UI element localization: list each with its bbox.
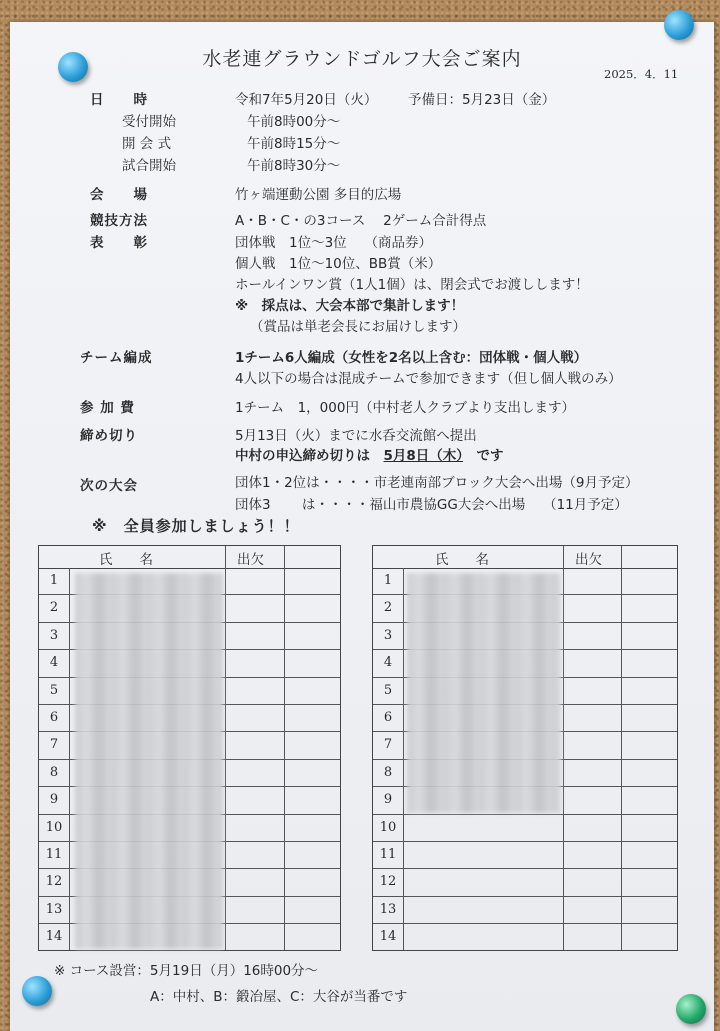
- venue-value: 竹ヶ端運動公園 多目的広場: [235, 187, 402, 203]
- schedule-date: 令和7年5月20日（火）: [235, 92, 378, 108]
- row-number: 10: [379, 819, 397, 835]
- call-to-participate: ※ 全員参加しましょう！！: [92, 517, 300, 535]
- row-number: 6: [383, 710, 393, 725]
- attendance-header: 出欠: [237, 552, 264, 568]
- row-number: 11: [379, 847, 397, 862]
- fee-value: 1チーム 1，000円（中村老人クラブより支出します）: [235, 400, 575, 416]
- awards-individual: 個人戦 1位～10位、BB賞（米）: [235, 256, 442, 272]
- row-number: 3: [383, 627, 393, 643]
- redacted-names: [407, 573, 561, 813]
- team-label: チーム編成: [80, 350, 153, 366]
- venue-label: 会 場: [90, 187, 148, 203]
- notice-paper: [10, 22, 714, 1031]
- method-label: 競技方法: [90, 213, 148, 229]
- row-number: 1: [383, 573, 393, 588]
- row-number: 2: [383, 600, 393, 616]
- reception-time: 午前8時00分～: [247, 114, 341, 130]
- table-row: [373, 842, 677, 869]
- next-line-2: 団体3 は・・・・福山市農協GG大会へ出場 （11月予定）: [235, 497, 628, 513]
- row-number: 9: [383, 792, 393, 808]
- schedule-label: 日 時: [90, 92, 148, 108]
- row-number: 2: [49, 600, 59, 616]
- table-header: [373, 546, 677, 569]
- redacted-names: [75, 573, 223, 949]
- row-number: 4: [49, 655, 59, 671]
- attendance-table-right: [372, 545, 678, 951]
- pushpin-icon: [22, 976, 52, 1006]
- row-number: 6: [49, 710, 59, 725]
- attendance-table-left: [38, 545, 341, 951]
- awards-hole-in-one: ホールインワン賞（1人1個）は、閉会式でお渡しします！: [235, 277, 589, 293]
- method-value: A・B・C・の3コース 2ゲーム合計得点: [235, 213, 487, 229]
- match-start-label: 試合開始: [122, 158, 176, 174]
- name-header: 氏 名: [99, 552, 153, 568]
- row-number: 14: [45, 929, 63, 945]
- row-number: 4: [383, 655, 393, 671]
- row-number: 11: [45, 847, 63, 862]
- table-row: [373, 897, 677, 924]
- row-number: 14: [379, 929, 397, 945]
- match-start-time: 午前8時30分～: [247, 158, 341, 174]
- deadline-label: 締め切り: [80, 428, 138, 444]
- schedule-reserve-day: 予備日：5月23日（金）: [408, 92, 556, 108]
- reception-label: 受付開始: [122, 114, 176, 130]
- attendance-header: 出欠: [575, 552, 602, 568]
- row-number: 7: [49, 737, 59, 753]
- pushpin-icon: [58, 52, 88, 82]
- row-number: 12: [379, 874, 397, 890]
- next-label: 次の大会: [80, 478, 138, 494]
- row-number: 1: [49, 573, 59, 588]
- table-row: [373, 815, 677, 842]
- nakamura-deadline-date: 5月8日（木）: [383, 448, 464, 464]
- notice-title: 水老連グラウンドゴルフ大会ご案内: [202, 48, 522, 70]
- row-number: 12: [45, 874, 63, 890]
- team-value: 1チーム6人編成（女性を2名以上含む：団体戦・個人戦）: [235, 350, 588, 366]
- pushpin-icon: [664, 10, 694, 40]
- row-number: 13: [45, 901, 63, 917]
- table-row: [373, 924, 677, 951]
- row-number: 8: [49, 764, 59, 780]
- fee-label: 参 加 費: [80, 400, 135, 416]
- next-line-1: 団体1・2位は・・・・市老連南部ブロック大会へ出場（9月予定）: [235, 475, 639, 491]
- awards-label: 表 彰: [90, 235, 148, 251]
- row-number: 10: [45, 819, 63, 835]
- issue-date: 2025．4．11: [604, 67, 679, 81]
- row-number: 5: [49, 682, 59, 698]
- row-number: 5: [383, 682, 393, 698]
- table-row: [373, 869, 677, 896]
- footer-duty: A：中村、B：鍛冶屋、C：大谷が当番です: [150, 989, 408, 1005]
- nakamura-deadline-prefix: 中村の申込締め切りは: [235, 448, 384, 464]
- ceremony-label: 開 会 式: [122, 136, 172, 152]
- pushpin-icon: [676, 994, 706, 1024]
- table-header: [39, 546, 340, 569]
- deadline-value: 5月13日（火）までに水呑交流館へ提出: [235, 428, 477, 444]
- awards-team: 団体戦 1位～3位 （商品券）: [235, 235, 432, 251]
- row-number: 13: [379, 901, 397, 917]
- awards-scoring-note: ※ 採点は、大会本部で集計します！: [235, 298, 465, 314]
- team-note: 4人以下の場合は混成チームで参加できます（但し個人戦のみ）: [235, 371, 622, 387]
- ceremony-time: 午前8時15分～: [247, 136, 341, 152]
- row-number: 9: [49, 792, 59, 808]
- row-number: 8: [383, 764, 393, 780]
- footer-setup: ※ コース設営：5月19日（月）16時00分～: [54, 963, 319, 979]
- nakamura-deadline: [235, 447, 504, 465]
- awards-prize-note: （賞品は単老会長にお届けします）: [250, 319, 466, 335]
- row-number: 7: [383, 737, 393, 753]
- row-number: 3: [49, 627, 59, 643]
- name-header: 氏 名: [435, 552, 489, 568]
- nakamura-deadline-suffix: です: [463, 448, 504, 464]
